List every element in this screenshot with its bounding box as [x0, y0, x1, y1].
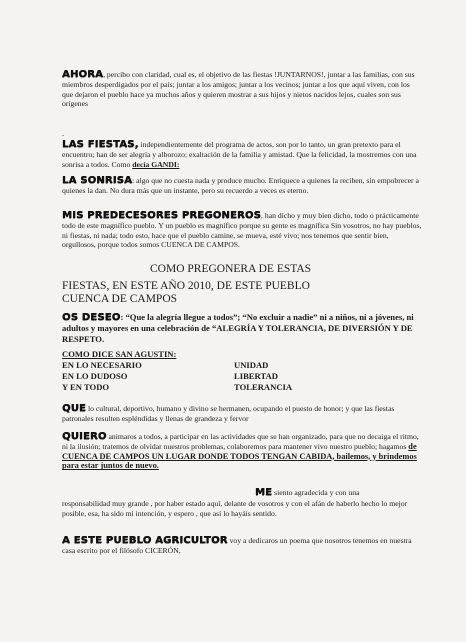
text-me-2: responsabilidad muy grande , por haber estado aquí, delante de vosotros y con el afán de haberlo hecho lo mejor posible, esa, ha sido mi intención, y espero , que así lo hayáis sentido.: [62, 499, 408, 518]
text-que: lo cultural, deportivo, humano y divino se hermanen, ocupando el puesto de honor; y que las fiestas patronales resulten espléndidas y llenas de grandeza y fervor: [62, 404, 395, 423]
pregonera-line2: FIESTAS, EN ESTE AÑO 2010, DE ESTE PUEBLO: [62, 280, 310, 292]
pregonera-line1: COMO PREGONERA DE ESTAS: [150, 263, 312, 275]
heading-predecesores: MIS PREDECESORES PREGONEROS: [62, 210, 262, 221]
text-deseo: : “Que la alegría llegue a todos”; “No excluir a nadie” ni a niños, ni a jóvenes, ni adultos y mayores en una celebración de “ALEGRÍA Y TOLERANCIA, DE DIVERSIÓN Y DE RESPETO.: [62, 312, 414, 344]
paragraph-me-line1: [255, 488, 425, 498]
heading-agricultor: A ESTE PUEBLO AGRICULTOR: [62, 535, 228, 546]
maxim-row: [62, 382, 422, 393]
maxim-row: [62, 360, 422, 371]
heading-fiestas: LAS FIESTAS,: [62, 139, 139, 150]
text-ahora: , percibo con claridad, cual es, el objetivo de las fiestas !JUNTARNOS!, juntar a las familias, con sus miembros desperdigados por el país; juntar a los amigos; juntar a los vecinos; juntar a los que aquí viven, con los que dejaron el pueblo hace ya muchos años y quieren mostrar a sus hijos y nietos nacidos lejos, cuales son sus orígenes: [62, 70, 415, 109]
paragraph-agricultor: [62, 536, 422, 556]
maxim-left: EN LO DUDOSO: [62, 371, 128, 381]
heading-que: QUE: [62, 403, 87, 414]
text-predecesores: , han dicho y muy bien dicho, todo o prácticamente todo de este magnífico pueblo. Y un pueblo es magnífico porque su gente es magnífica Sin vosotros, no hay pueblos, ni fiestas, ni nada; todo esto, hace que el pueblo camine, se mueva, esté vivo; nos tenemos que sentir bien, orgullosos, porque todos somos CUENCA DE CAMPOS.: [62, 211, 422, 250]
heading-me: ME: [255, 487, 273, 498]
pregonera-line3: CUENCA DE CAMPOS: [62, 293, 178, 305]
paragraph-quiero: [62, 432, 422, 471]
heading-quiero: QUIERO: [62, 431, 107, 442]
maxim-left: EN LO NECESARIO: [62, 360, 142, 370]
heading-ahora: AHORA: [62, 69, 104, 80]
maxim-right: TOLERANCIA: [234, 382, 293, 392]
paragraph-sonrisa: [62, 176, 422, 196]
quiero-bold: de CUENCA DE CAMPOS UN LUGAR DONDE TODOS TENGAN CABIDA, bailemos, y brindemos para estar juntos de nuevo.: [62, 441, 417, 471]
text-quiero: animaros a todos, a participar en las actividades que se han organizado, para que no decaiga el ritmo, ni la ilusión; tratemos de olvidar nuestros problemas, colaboremos para mantener vivo nuestro pueblo; hagamos: [62, 432, 419, 451]
maxim-right: LIBERTAD: [234, 371, 278, 381]
heading-sonrisa: LA SONRISA: [62, 175, 133, 186]
paragraph-predecesores: [62, 211, 422, 250]
maxim-right: UNIDAD: [234, 360, 269, 370]
text-sonrisa: : algo que no cuesta nada y produce mucho. Enriquece a quienes la reciben, sin empobrecer a quienes la dan. No dura más que un instante, pero su recuerdo a veces es eterno.: [62, 176, 419, 195]
quote-gandi: decía GANDI:: [132, 159, 180, 169]
maxims-block: [62, 360, 422, 393]
text-fiestas: independientemente del programa de actos, son por lo tanto, un gran pretexto para el encuentro; han de ser alegría y alborozo; exaltación de la familia y amistad. Que la felicidad, la mostremos con una sonrisa a todos. Como: [62, 140, 417, 169]
paragraph-fiestas: [62, 140, 422, 169]
paragraph-ahora: [62, 70, 422, 109]
stray-dot: .: [62, 129, 64, 138]
text-agricultor: voy a dedicaros un poema que nosotros tenemos en nuestra casa escrito por el filósofo CICERÓN,: [62, 536, 412, 555]
text-me-1: siento agradecida y con una: [272, 488, 360, 497]
heading-deseo: OS DESEO: [62, 312, 121, 323]
paragraph-que: [62, 404, 422, 424]
san-agustin: COMO DICE SAN AGUSTIN:: [62, 349, 177, 359]
maxim-row: [62, 371, 422, 382]
maxim-left: Y EN TODO: [62, 382, 110, 392]
paragraph-deseo: [62, 312, 422, 345]
